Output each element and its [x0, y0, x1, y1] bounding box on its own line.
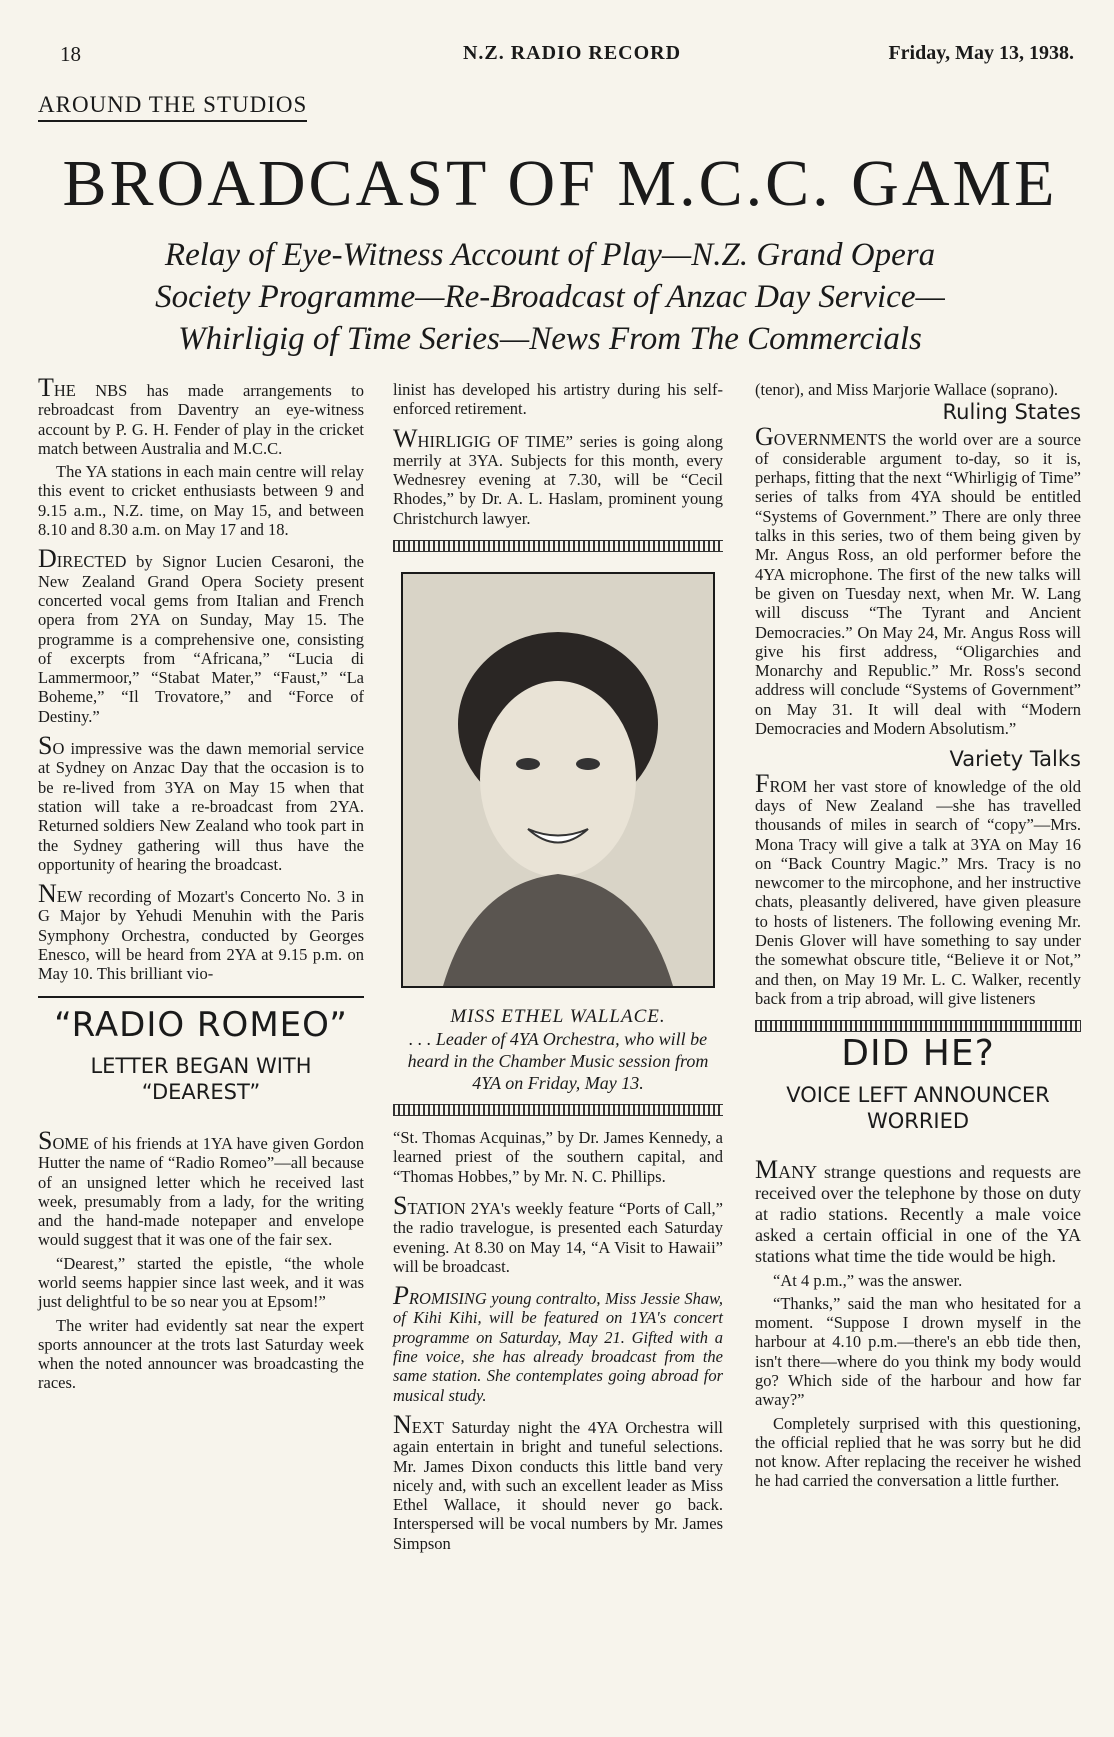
paragraph: “Dearest,” started the epistle, “the whole world seems happier since last week, and it was just delightful to be so near you at Epsom!”	[38, 1253, 364, 1312]
paragraph: The writer had evidently sat near the expert sports announcer at the trots last Saturday week when the noted announcer was broadcasting the races.	[38, 1315, 364, 1393]
paragraph: THE NBS has made arrangements to rebroadcast from Daventry an eye-witness account by P. G. H. Fender of play in the cricket match between Australia and M.C.C.	[38, 373, 364, 458]
paragraph: PROMISING young contralto, Miss Jessie Shaw, of Kihi Kihi, will be featured on 1YA's concert programme on Saturday, May 21. Gifted with a fine voice, she has already broadcast from the same station. She contemplates going abroad for musical study.	[393, 1281, 723, 1405]
drop-cap: G	[755, 421, 774, 451]
paragraph: FROM her vast store of knowledge of the old days of New Zealand —she has travelled thousands of miles in search of “copy”—Mrs. Mona Tracy will give a talk at 3YA on May 16 on “Back Country Magic.” Mrs. Tracy is no newcomer to the mircophone, and her instructive chats, pleasantly delivered, have given pleasure to hosts of listeners. The following evening Mr. Denis Glover will have something to say under the somewhat obscure title, “Believe it or Not,” and then, on May 19 Mr. L. C. Walker, recently back from a trip abroad, will give listeners	[755, 768, 1081, 1008]
paragraph: DIRECTED by Signor Lucien Cesaroni, the New Zealand Grand Opera Society present concerted vocal gems from Italian and French opera from 2YA on Sunday, May 15. The programme is a comprehensive one, consisting of excerpts from “Africana,” “Lucia di Lammermoor,” “Stabat Mater,” “Faust,” “La Boheme,” “Il Trovatore,” and “Force of Destiny.”	[38, 544, 364, 726]
drop-cap: S	[38, 731, 53, 761]
deck-line: Society Programme—Re-Broadcast of Anzac Day Service—	[155, 279, 945, 315]
paragraph: linist has developed his artistry during his self-enforced retirement.	[393, 380, 723, 419]
page-number: 18	[60, 42, 81, 66]
story-subtitle: VOICE LEFT ANNOUNCER WORRIED	[786, 1082, 1050, 1133]
drop-cap: W	[393, 423, 418, 453]
paragraph: NEXT Saturday night the 4YA Orchestra will again entertain in bright and tuneful selections. Mr. James Dixon conducts this little band very nicely and, with such an excellent leader as Miss Ethel Wallace, it should never go back. Interspersed will be vocal numbers by Mr. James Simpson	[393, 1409, 723, 1553]
paragraph: SOME of his friends at 1YA have given Gordon Hutter the name of “Radio Romeo”—all because of an unsigned letter which he received last week, presumably from a lady, for the writing and the hand-made notepaper and envelope would suggest that it was one of the fair sex.	[38, 1125, 364, 1250]
paragraph: “Thanks,” said the man who hesitated for a moment. “Suppose I drown myself in the harbour at 4.10 p.m.—there's an ebb tide then, isn't there—where do you think my body would go? Which side of the harbour and how far away?”	[755, 1293, 1081, 1410]
paragraph: Completely surprised with this questioning, the official replied that he was sorry but he did not know. After replacing the receiver he wished he had carried the conversation a little further.	[755, 1413, 1081, 1491]
drop-cap: S	[38, 1125, 53, 1155]
paragraph: “St. Thomas Acquinas,” by Dr. James Kennedy, a learned priest of the southern capital, and “Thomas Hobbes,” by Mr. N. C. Phillips.	[393, 1128, 723, 1186]
story-title: “RADIO ROMEO”	[54, 1004, 348, 1045]
column-3	[755, 380, 1081, 1503]
column-rule	[38, 996, 364, 998]
paragraph: The YA stations in each main centre will relay this event to cricket enthusiasts between 9 and 9.15 a.m., N.Z. time, on May 15, and between 8.10 and 8.30 a.m. on May 17 and 18.	[38, 462, 364, 540]
column-2	[393, 380, 723, 1565]
subhead: Ruling States	[942, 400, 1081, 425]
paper-name: N.Z. RADIO RECORD	[462, 42, 682, 64]
paragraph: WHIRLIGIG OF TIME” series is going along merrily at 3YA. Subjects for this month, every Wednesrey evening at 7.30, will be “Cecil Rhodes,” by Dr. A. L. Haslam, prominent young Christchurch lawyer.	[393, 423, 723, 528]
paragraph: NEW recording of Mozart's Concerto No. 3 in G Major by Yehudi Menuhin with the Paris Symphony Orchestra, conducted by Georges Enesco, will be heard from 2YA at 9.15 p.m. on May 10. This brilliant vio-	[38, 879, 364, 984]
subhead: Variety Talks	[949, 747, 1081, 772]
wavy-rule	[755, 1020, 1081, 1032]
wavy-rule	[393, 1104, 723, 1116]
drop-cap: N	[393, 1409, 412, 1439]
photo-caption	[393, 1006, 723, 1094]
drop-cap: M	[755, 1154, 779, 1184]
paragraph: STATION 2YA's weekly feature “Ports of Call,” the radio travelogue, is presented each Saturday evening. At 8.30 on May 14, “A Visit to Hawaii” will be broadcast.	[393, 1190, 723, 1276]
paragraph: GOVERNMENTS the world over are a source of considerable argument to-day, so it is, perhaps, fitting that the next “Whirligig of Time” series of talks from 4YA should be entitled “Systems of Government.” There are only three talks in this series, two of them being given by Mr. Angus Ross, an old performer before the 4YA microphone. The first of the new talks will be given on Tuesday next, when Mr. W. Lang will discuss “The Tyrant and Ancient Democracies.” On May 24, Mr. Angus Ross will give his first address, “Oligarchies and Monarchy and Republic.” Mr. Ross's second address will conclude “Systems of Government” on May 31. It will deal with “Modern Democracies and Modern Absolutism.”	[755, 421, 1081, 739]
drop-cap: T	[38, 373, 54, 402]
wavy-rule	[393, 540, 723, 552]
drop-cap: F	[755, 768, 770, 798]
headline: BROADCAST OF M.C.C. GAME	[62, 147, 1058, 220]
story-subtitle: LETTER BEGAN WITH “DEAREST”	[90, 1053, 312, 1104]
issue-date: Friday, May 13, 1938.	[888, 42, 1074, 64]
caption-text: . . . Leader of 4YA Orchestra, who will be heard in the Chamber Music session from 4YA on Friday, May 13.	[407, 1029, 709, 1094]
story-title: DID HE?	[841, 1033, 995, 1075]
portrait-illustration	[403, 574, 713, 986]
drop-cap: N	[38, 879, 57, 909]
paragraph: MANY strange questions and requests are received over the telephone by those on duty at radio stations. Recently a male voice asked a certain official in one of the YA stations what time the tide would be high.	[755, 1154, 1081, 1266]
caption-name: MISS ETHEL WALLACE.	[450, 1006, 666, 1028]
paragraph: (tenor), and Miss Marjorie Wallace (soprano).	[755, 380, 1059, 399]
column-1	[38, 373, 364, 1405]
drop-cap: S	[393, 1190, 408, 1220]
deck-line: Whirligig of Time Series—News From The Commercials	[178, 321, 922, 357]
deck	[100, 234, 1000, 360]
section-label: AROUND THE STUDIOS	[38, 92, 307, 122]
deck-line: Relay of Eye-Witness Account of Play—N.Z. Grand Opera	[164, 237, 936, 273]
drop-cap: D	[38, 544, 57, 574]
drop-cap: P	[393, 1281, 409, 1311]
masthead	[60, 42, 1084, 72]
portrait-photo	[401, 572, 715, 988]
paragraph: “At 4 p.m.,” was the answer.	[773, 1270, 963, 1290]
paragraph: SO impressive was the dawn memorial service at Sydney on Anzac Day that the occasion is to be re-lived from 3YA on May 15 when that station will take a re-broadcast from 2YA. Returned soldiers New Zealand who took part in the Sydney gathering will thus have the opportunity of hearing the broadcast.	[38, 731, 364, 874]
